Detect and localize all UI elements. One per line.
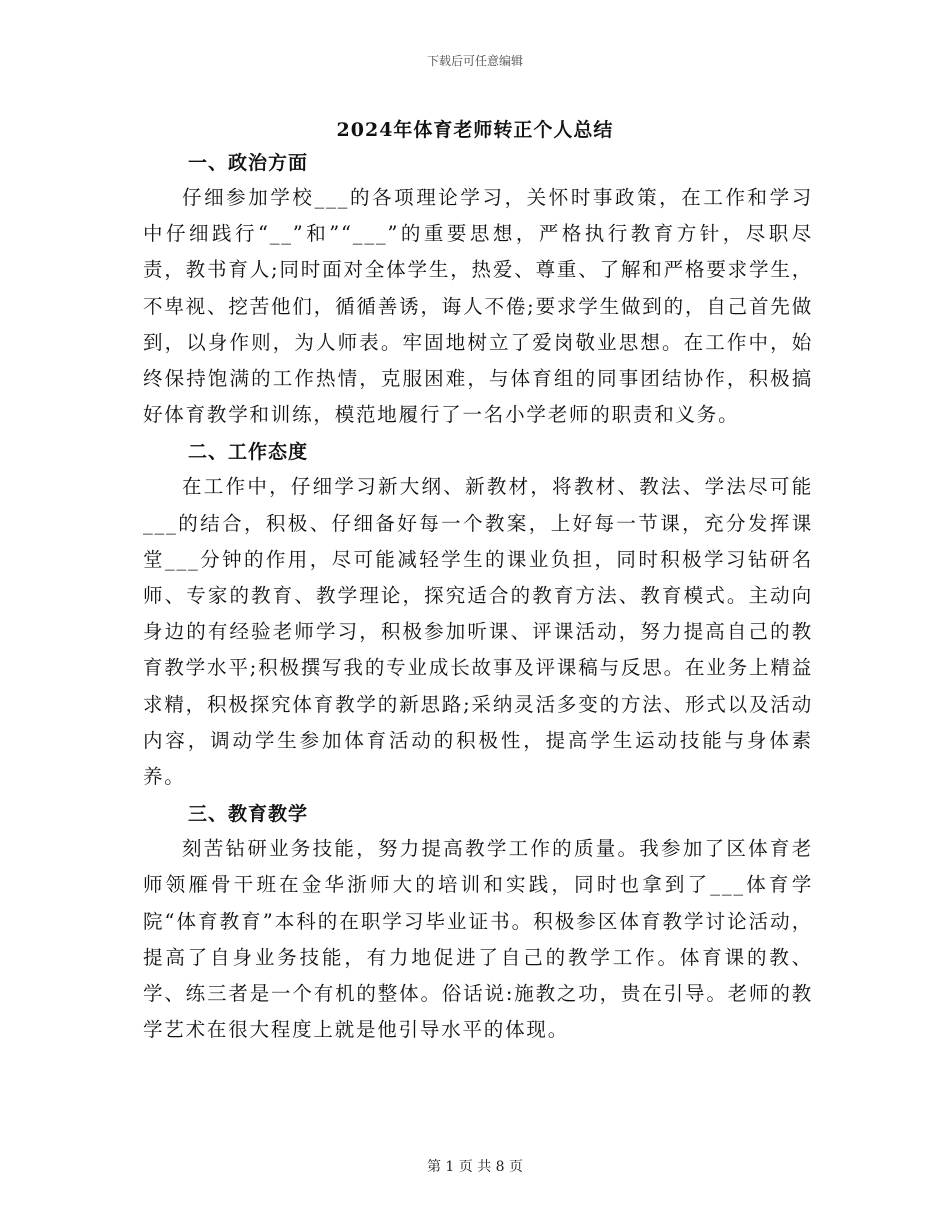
document-body bbox=[143, 146, 813, 1050]
header-note: 下载后可任意编辑 bbox=[426, 54, 523, 68]
section-heading: 一、政治方面 bbox=[188, 152, 309, 174]
section-work-attitude bbox=[143, 435, 813, 795]
section-paragraph: 仔细参加学校___的各项理论学习，关怀时事政策，在工作和学习中仔细践行“__”和”“___”的重要思想，严格执行教育方针，尽职尽责，教书育人;同时面对全体学生，热爱、尊重、了解和严格要求学生，不卑视、挖苦他们，循循善诱，诲人不倦;要求学生做到的，自己首先做到，以身作则，为人师表。牢固地树立了爱岗敬业思想。在工作中，始终保持饱满的工作热情，克服困难，与体育组的同事团结协作，积极搞好体育教学和训练，模范地履行了一名小学老师的职责和义务。 bbox=[143, 186, 814, 427]
document-title: 2024年体育老师转正个人总结 bbox=[336, 119, 614, 141]
section-paragraph: 刻苦钻研业务技能，努力提高教学工作的质量。我参加了区体育老师领雁骨干班在金华浙师大的培训和实践，同时也拿到了___体育学院“体育教育”本科的在职学习毕业证书。积极参区体育教学讨论活动，提高了自身业务技能，有力地促进了自己的教学工作。体育课的教、学、练三者是一个有机的整体。俗话说:施教之功，贵在引导。老师的教学艺术在很大程度上就是他引导水平的体现。 bbox=[143, 837, 813, 1042]
section-teaching bbox=[143, 797, 813, 1048]
section-politics bbox=[143, 146, 813, 433]
page-number: 第 1 页 共 8 页 bbox=[426, 1159, 524, 1175]
section-heading: 二、工作态度 bbox=[188, 441, 309, 464]
section-paragraph: 在工作中，仔细学习新大纲、新教材，将教材、教法、学法尽可能___的结合，积极、仔细备好每一个教案，上好每一节课，充分发挥课堂___分钟的作用，尽可能减轻学生的课业负担，同时积极学习钻研名师、专家的教育、教学理论，探究适合的教育方法、教育模式。主动向身边的有经验老师学习，积极参加听课、评课活动，努力提高自己的教育教学水平;积极撰写我的专业成长故事及评课稿与反思。在业务上精益求精，积极探究体育教学的新思路;采纳灵活多变的方法、形式以及活动内容，调动学生参加体育活动的积极性，提高学生运动技能与身体素养。 bbox=[143, 475, 813, 789]
section-heading: 三、教育教学 bbox=[188, 803, 309, 826]
